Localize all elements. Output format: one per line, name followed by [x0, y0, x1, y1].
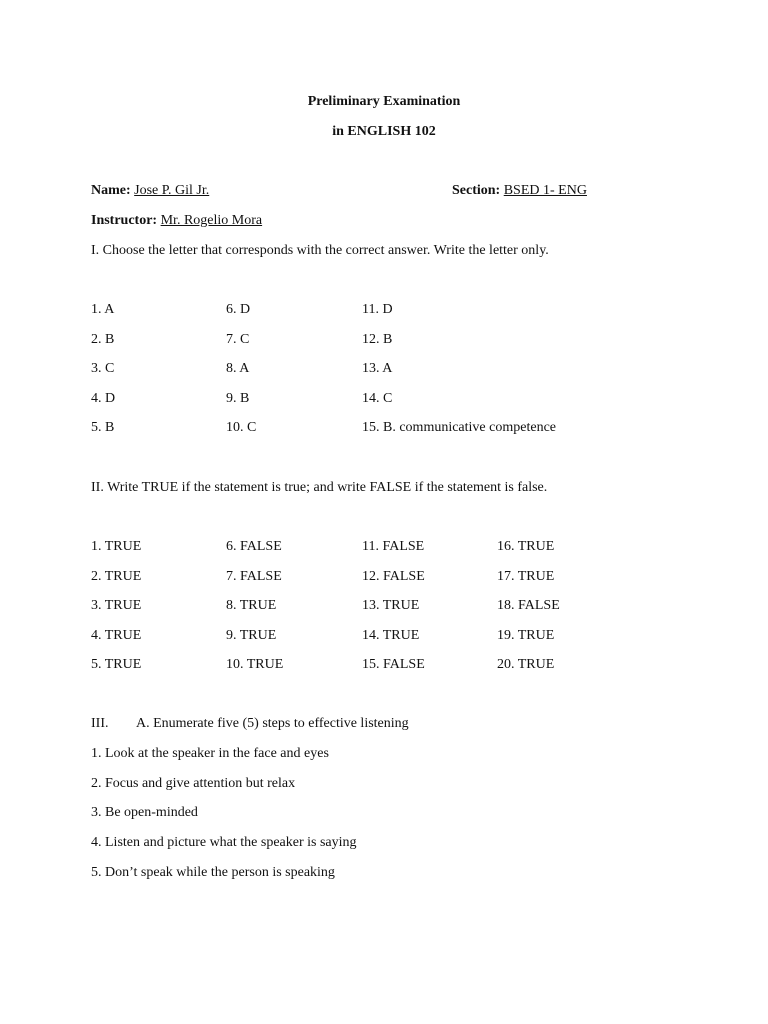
listening-step-item: 1. Look at the speaker in the face and eyes	[91, 746, 329, 761]
part1-answer: 14. C	[362, 390, 393, 406]
instructor-row	[91, 212, 262, 230]
exam-title: Preliminary Examination	[307, 94, 461, 109]
section-row	[452, 182, 587, 200]
part1-answer: 13. A	[362, 361, 393, 376]
part2-answer: 11. FALSE	[362, 539, 425, 554]
part1-answer: 2. B	[91, 331, 115, 347]
part1-answer: 5. B	[91, 420, 115, 435]
part2-answer: 17. TRUE	[497, 568, 555, 584]
listening-step-item: 4. Listen and picture what the speaker is saying	[91, 835, 357, 851]
listening-step-item: 3. Be open-minded	[91, 805, 198, 821]
name-label: Name:	[91, 183, 131, 198]
part2-answer: 4. TRUE	[91, 627, 142, 643]
part2-answer: 15. FALSE	[362, 657, 425, 672]
part1-answer: 15. B. communicative competence	[362, 420, 556, 435]
part1-answer: 4. D	[91, 390, 116, 406]
part1-answer: 10. C	[226, 420, 257, 435]
part1-answer: 1. A	[91, 302, 115, 317]
part2-instructions: II. Write TRUE if the statement is true; and write FALSE if the statement is false.	[91, 480, 548, 495]
exam-subject: in ENGLISH 102	[332, 124, 436, 139]
part3-roman: III.	[91, 716, 109, 731]
listening-step-item: 2. Focus and give attention but relax	[91, 775, 296, 791]
part2-answer: 8. TRUE	[226, 598, 277, 613]
part2-answer: 20. TRUE	[497, 657, 555, 672]
part2-answer: 7. FALSE	[226, 568, 282, 584]
part2-answer: 12. FALSE	[362, 568, 425, 584]
part2-answer: 9. TRUE	[226, 627, 277, 643]
part2-answer: 18. FALSE	[497, 598, 560, 613]
instructor-value: Mr. Rogelio Mora	[160, 213, 263, 228]
part2-answer: 5. TRUE	[91, 657, 142, 672]
part1-answer: 8. A	[226, 361, 250, 376]
part2-answer: 13. TRUE	[362, 598, 420, 613]
part2-answer: 19. TRUE	[497, 627, 555, 643]
name-value: Jose P. Gil Jr.	[134, 183, 210, 198]
part1-answer: 9. B	[226, 390, 250, 406]
part2-answer: 3. TRUE	[91, 598, 142, 613]
part2-answer: 14. TRUE	[362, 627, 420, 643]
part1-answer: 3. C	[91, 361, 115, 376]
part1-answer: 11. D	[362, 302, 393, 317]
name-row	[91, 182, 209, 200]
part2-answer: 1. TRUE	[91, 539, 142, 554]
section-value: BSED 1- ENG	[503, 183, 587, 198]
instructor-label: Instructor:	[91, 213, 158, 228]
part1-instructions: I. Choose the letter that corresponds with the correct answer. Write the letter only.	[91, 243, 549, 258]
part3-heading: A. Enumerate five (5) steps to effective listening	[136, 716, 409, 731]
listening-step-item: 5. Don’t speak while the person is speaking	[91, 864, 335, 880]
part1-answer: 7. C	[226, 331, 250, 347]
part2-answer: 10. TRUE	[226, 657, 284, 672]
part2-answer: 16. TRUE	[497, 539, 555, 554]
section-label: Section:	[452, 183, 501, 198]
part1-answer: 6. D	[226, 302, 251, 317]
part1-answer: 12. B	[362, 331, 393, 347]
part2-answer: 2. TRUE	[91, 568, 142, 584]
part2-answer: 6. FALSE	[226, 539, 282, 554]
